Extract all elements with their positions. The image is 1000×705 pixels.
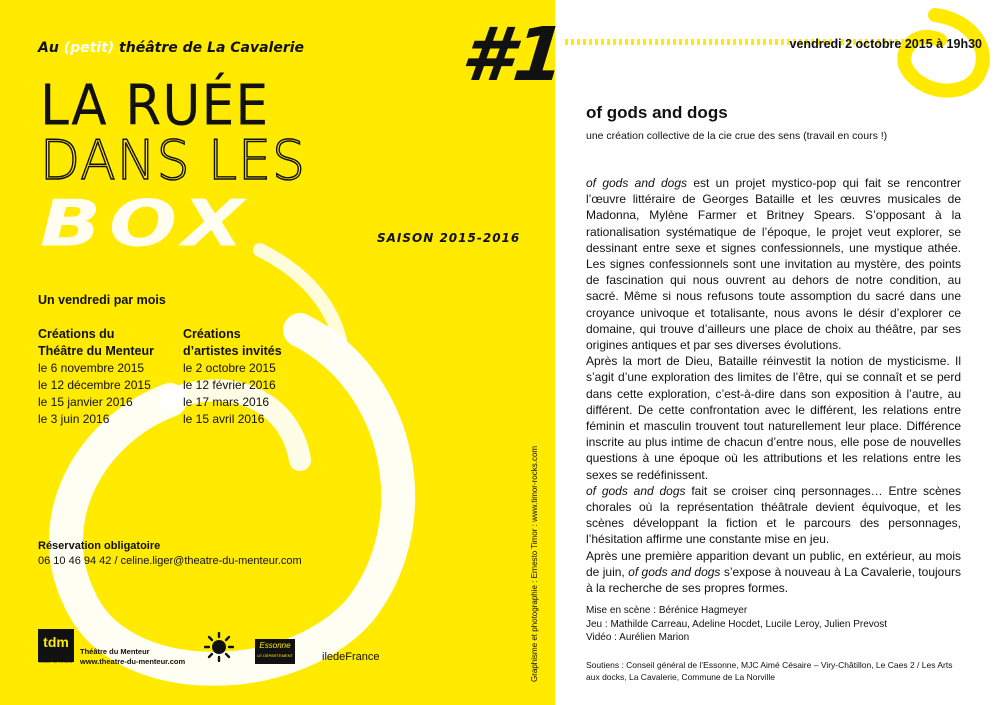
date-item: le 3 juin 2016 [38, 412, 110, 426]
design-credit-vertical: Graphisme et photographie : Ernesto Timor : www.timor-rocks.com [530, 445, 539, 682]
date-item: le 15 avril 2016 [183, 412, 265, 426]
column-heading: Créations du [38, 327, 115, 341]
tdm-url[interactable]: www.theatre-du-menteur.com [80, 657, 186, 666]
description-body [586, 175, 961, 596]
title-line-3: BOX [40, 186, 252, 261]
show-subtitle: une création collective de la cie crue des sens (travail en cours !) [586, 130, 888, 142]
date-item: le 15 janvier 2016 [38, 395, 133, 409]
show-title: of gods and dogs [586, 103, 728, 122]
tdm-logo-subtext: théâtre du menteur [39, 659, 73, 664]
title-line-2: DANS LES [40, 129, 306, 193]
date-item: le 6 novembre 2015 [38, 361, 145, 375]
title-line-1: LA RUÉE [40, 73, 270, 139]
column-heading: Créations [183, 327, 241, 341]
tdm-credit [80, 647, 185, 667]
column-heading: d’artistes invités [183, 344, 282, 358]
paragraph: Après une première apparition devant un public, en extérieur, au mois de juin, of gods and dogs s’expose à nouveau à La Cavalerie, toujours à la recherche de ses propres formes. [586, 548, 962, 596]
iledefrance-logo [322, 651, 379, 663]
date-item: le 12 décembre 2015 [38, 378, 151, 392]
credit-line: Jeu : Mathilde Carreau, Adeline Hocdet, Lucile Leroy, Julien Prevost [586, 618, 888, 630]
menteur-dates-column [38, 326, 154, 428]
paragraph: of gods and dogs est un projet mystico-pop qui fait se rencontrer l’œuvre littéraire de Georges Bataille et les œuvres musicales de Madonna, Mylène Farmer et Britney Spears. S’opposant à la rationalisation systématique de l’époque, le projet veut explorer, se dessinant entre sexe et signes confessionnels, une mystique athée. Les signes confessionnels sont une invitation au mystère, des points de fascination qui nous ouvrent au dehors de notre condition, au sacré. Même si nous refusons toute assomption du sacré dans une croyance univoque et totalisante, nous avons le désir d’explorer ce domaine, qui trouve d’ailleurs une place de choix au théâtre, par ses origines antiques et par ses diverses évolutions. [586, 176, 962, 353]
paragraph: Après la mort de Dieu, Bataille réinvestit la notion de mysticisme. Il s’agit d’une exploration des limites de l’être, qui se connaît et se perd dans cette exploration, c’est-à-dire dans son exposition à l’autre, au différent. De cette confrontation avec le différent, les relations entre féminin et masculin trouvent tout naturellement leur place. Différence inscrite au plus intime de chacun d’entre nous, elle pose de nouvelles questions à une époque où les attributions et les relations entre les sexes se redéfinissent. [586, 354, 961, 482]
credits-block [586, 604, 887, 645]
sun-logo-icon [204, 632, 234, 662]
iledefrance-logo-text: iledeFrance [322, 651, 380, 663]
venue-petit: (petit) [63, 40, 115, 56]
column-heading: Théâtre du Menteur [38, 344, 154, 358]
guest-dates-column [183, 326, 282, 428]
paragraph: of gods and dogs fait se croiser cinq personnages… Entre scènes chorales où la représentation théâtrale devient équivoque, et les scènes développant la fiction et le parcours des personnages, l’hésitation affirme une constante mise en jeu. [586, 483, 961, 547]
credit-line: Vidéo : Aurélien Marion [586, 632, 690, 643]
date-item: le 2 octobre 2015 [183, 361, 276, 375]
essonne-logo [255, 639, 295, 664]
issue-number: #1 [457, 12, 570, 98]
tdm-name: Théâtre du Menteur [80, 647, 150, 656]
reservation-label: Réservation obligatoire [38, 540, 161, 552]
brush-swirl-graphic [555, 0, 1000, 120]
tdm-logo: tdm [38, 629, 74, 662]
credit-line: Mise en scène : Bérénice Hagmeyer [586, 605, 748, 616]
season-label: SAISON 2015-2016 [377, 231, 521, 245]
reservation-contact[interactable]: 06 10 46 94 42 / celine.liger@theatre-du-menteur.com [38, 555, 302, 567]
venue-line: Au (petit) théâtre de La Cavalerie [38, 40, 305, 56]
date-item: le 17 mars 2016 [183, 395, 270, 409]
essonne-logo-subtext: LE DÉPARTEMENT [257, 653, 293, 658]
essonne-logo-text: Essonne [259, 641, 291, 650]
date-item: le 12 février 2016 [183, 378, 276, 392]
reservation-block [38, 539, 302, 569]
event-date: vendredi 2 octobre 2015 à 19h30 [789, 37, 982, 51]
sponsors-line: Soutiens : Conseil général de l’Essonne, MJC Aimé Césaire – Viry-Châtillon, Le Caes 2 / Les Arts aux docks, La Cavalerie, Commune de La Norville [586, 660, 953, 682]
monthly-label: Un vendredi par mois [38, 293, 166, 307]
